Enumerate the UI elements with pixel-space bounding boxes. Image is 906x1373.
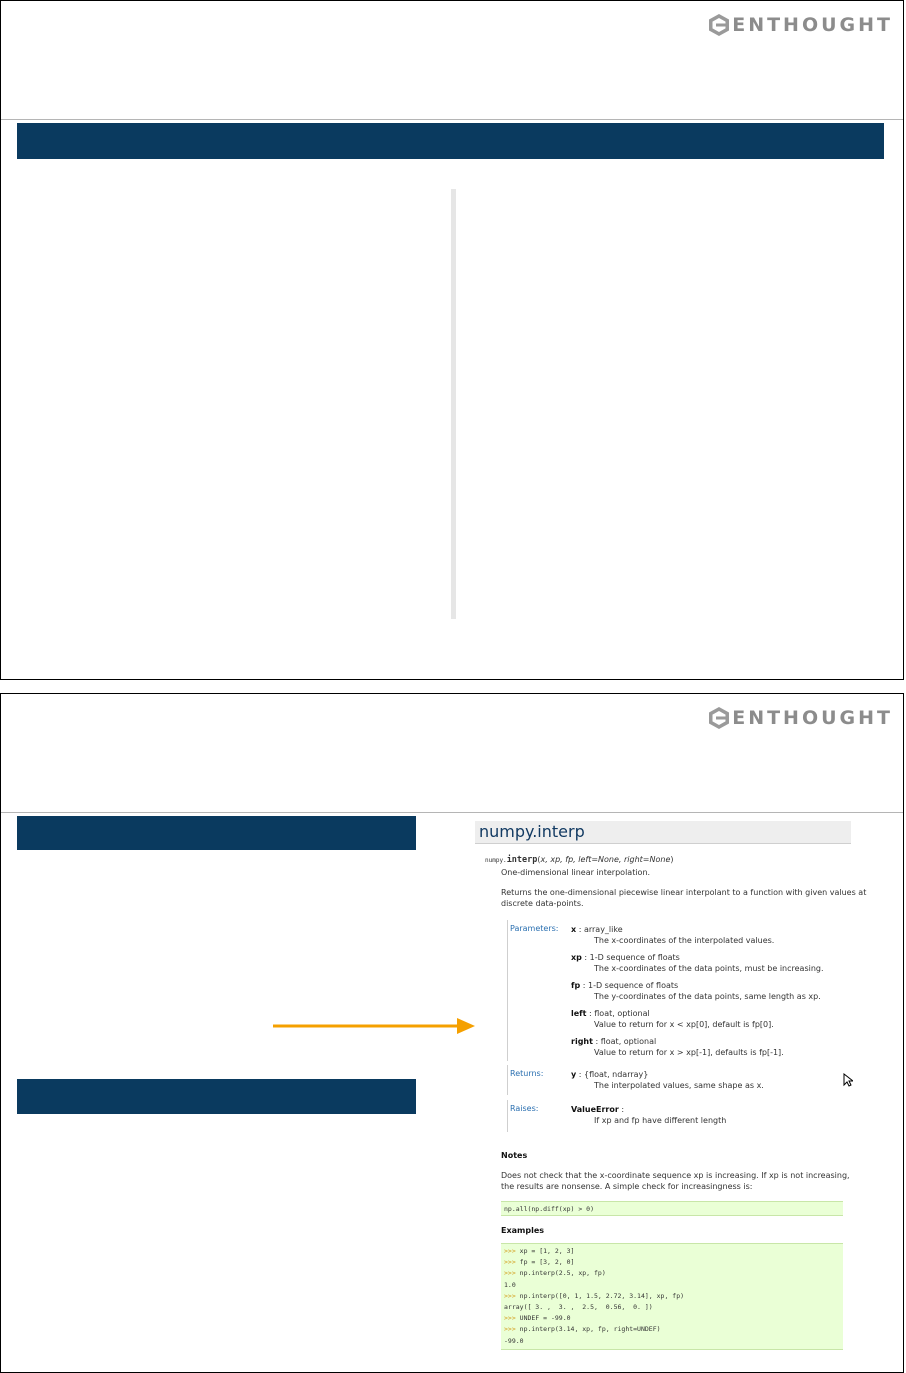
param-x [571, 924, 623, 935]
doc-description-1: Returns the one-dimensional piecewise linear interpolant to a function with given values at [501, 888, 867, 897]
signature-module: numpy. [485, 857, 507, 864]
param-desc: Value to return for x < xp[0], default is fp[0]. [594, 1020, 774, 1029]
returns-label: Returns: [510, 1069, 544, 1078]
param-right [571, 1036, 656, 1047]
param-name: xp [571, 953, 582, 962]
raise-type: : [618, 1105, 625, 1114]
header-bar-bottom [17, 1079, 416, 1114]
notes-heading: Notes [501, 1151, 528, 1160]
code-prompt: >>> [504, 1258, 520, 1267]
param-type: : float, optional [592, 1037, 657, 1046]
column-divider [451, 189, 456, 619]
signature-params: x, xp, fp, left=None, right=None [540, 855, 671, 864]
code-text: xp = [1, 2, 3] [519, 1247, 575, 1255]
slide-1 [0, 0, 904, 680]
raises-rule [507, 1100, 508, 1132]
code-line [504, 1257, 840, 1268]
examples-heading: Examples [501, 1226, 545, 1235]
parameters-label: Parameters: [510, 924, 559, 933]
mouse-pointer-icon [843, 1073, 853, 1087]
param-type: : array_like [576, 925, 623, 934]
arrow-right-icon [271, 1016, 476, 1036]
title-divider [1, 812, 903, 813]
code-line [504, 1246, 840, 1257]
param-desc: The y-coordinates of the data points, same length as xp. [594, 992, 821, 1001]
return-y [571, 1069, 648, 1080]
enthought-logo [708, 706, 893, 730]
notes-code-block [501, 1201, 843, 1216]
enthought-logo [708, 13, 893, 37]
code-prompt: >>> [504, 1314, 520, 1323]
param-type: : 1-D sequence of floats [581, 953, 680, 962]
parameters-rule [507, 920, 508, 1061]
code-prompt: >>> [504, 1247, 520, 1255]
param-name: fp [571, 981, 581, 990]
param-xp [571, 952, 680, 963]
numpy-interp-doc [475, 821, 867, 1356]
param-desc: The x-coordinates of the data points, must be increasing. [594, 964, 824, 973]
returns-rule [507, 1065, 508, 1095]
enthought-logo-icon [708, 706, 730, 730]
param-type: : 1-D sequence of floats [580, 981, 679, 990]
doc-heading: numpy.interp [475, 821, 851, 844]
code-text: np.interp(2.5, xp, fp) [519, 1269, 606, 1278]
code-text: np.interp(3.14, xp, fp, right=UNDEF) [519, 1325, 661, 1334]
param-type: : float, optional [586, 1009, 650, 1018]
param-name: right [571, 1037, 593, 1046]
raise-name: ValueError [571, 1105, 619, 1114]
return-name: y [571, 1070, 577, 1079]
code-line [504, 1302, 840, 1313]
logo-text: ENTHOUGHT [732, 707, 893, 729]
code-prompt: >>> [504, 1291, 520, 1300]
code-line [504, 1324, 840, 1335]
function-signature: numpy.interp(x, xp, fp, left=None, right=None) [485, 855, 674, 865]
param-desc: Value to return for x > xp[-1], defaults is fp[-1]. [594, 1048, 784, 1057]
header-bar-top [17, 816, 416, 850]
code-line: np.all(np.diff(xp) > 0) [504, 1205, 595, 1213]
code-text: np.interp([0, 1, 1.5, 2.72, 3.14], xp, fp) [519, 1291, 685, 1300]
logo-text: ENTHOUGHT [732, 14, 893, 36]
code-text: array([ 3. , 3. , 2.5, 0.56, 0. ]) [504, 1302, 653, 1311]
raises-label: Raises: [510, 1104, 539, 1113]
notes-text-1: Does not check that the x-coordinate sequence xp is increasing. If xp is not increasing, [501, 1171, 850, 1180]
param-desc: The x-coordinates of the interpolated values. [594, 936, 775, 945]
return-type: : {float, ndarray} [576, 1070, 649, 1079]
raise-desc: If xp and fp have different length [594, 1116, 727, 1125]
raise-valueerror [571, 1104, 624, 1115]
code-text: -99.0 [504, 1336, 524, 1345]
examples-code-block [501, 1243, 843, 1350]
code-line [504, 1313, 840, 1324]
notes-text-2: the results are nonsense. A simple check for increasingness is: [501, 1182, 753, 1191]
param-name: x [571, 925, 577, 934]
signature-function: interp [506, 855, 538, 865]
slide-2 [0, 693, 904, 1373]
param-fp [571, 980, 678, 991]
code-prompt: >>> [504, 1325, 520, 1334]
code-line [504, 1268, 840, 1279]
title-divider [1, 119, 903, 120]
doc-description-2: discrete data-points. [501, 899, 584, 908]
code-text: UNDEF = -99.0 [519, 1314, 571, 1323]
doc-summary: One-dimensional linear interpolation. [501, 868, 651, 877]
code-text: fp = [3, 2, 0] [519, 1258, 575, 1267]
header-bar [17, 123, 884, 159]
code-line [504, 1291, 840, 1302]
param-name: left [571, 1009, 587, 1018]
param-left [571, 1008, 650, 1019]
code-line [504, 1280, 840, 1291]
return-desc: The interpolated values, same shape as x. [594, 1081, 764, 1090]
enthought-logo-icon [708, 13, 730, 37]
code-prompt: >>> [504, 1269, 520, 1278]
code-text: 1.0 [504, 1280, 516, 1289]
code-line [504, 1336, 840, 1347]
